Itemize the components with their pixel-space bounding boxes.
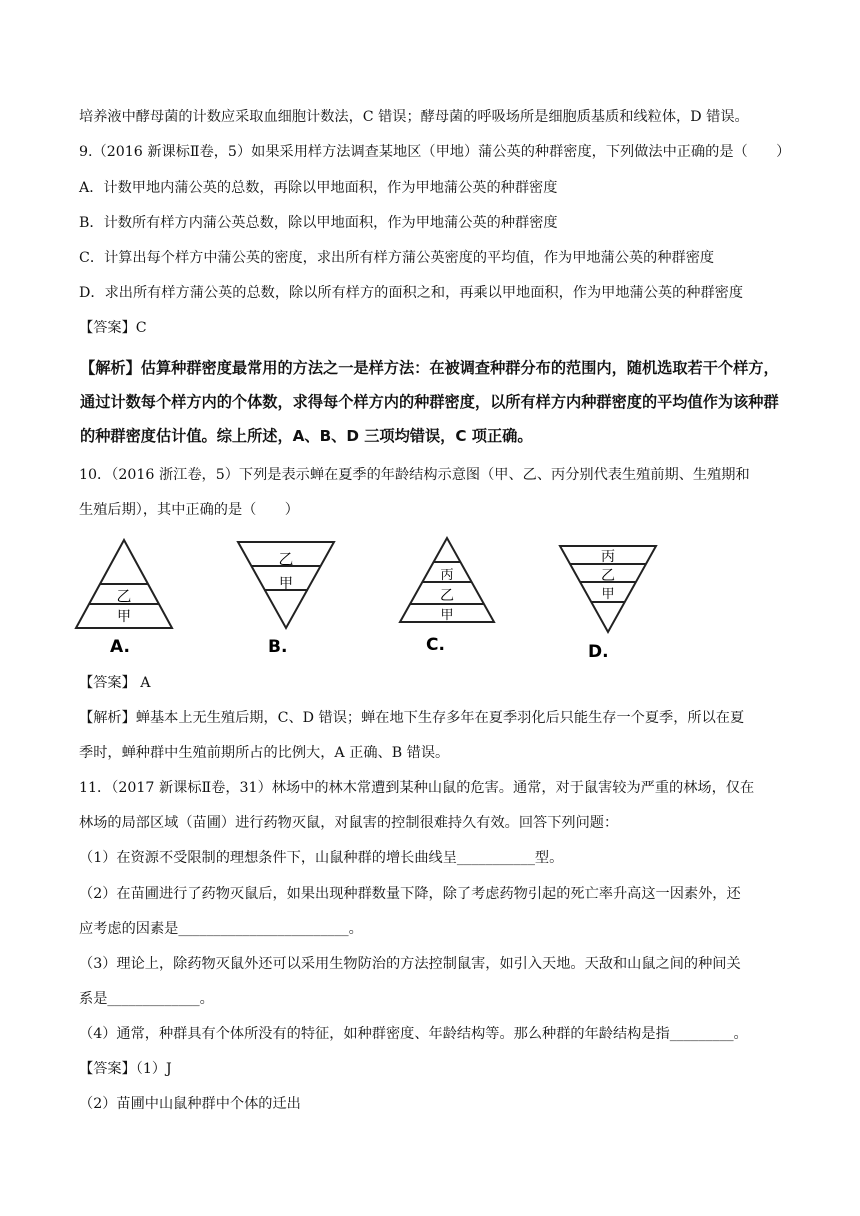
question-9-analysis-1: 【解析】估算种群密度最常用的方法之一是样方法：在被调查种群分布的范围内，随机选取若干个样方， <box>80 359 779 377</box>
question-9-answer: 【答案】C <box>79 320 147 336</box>
diagram-b-label-yi: 乙 <box>278 550 294 568</box>
diagram-b-label-jia: 甲 <box>279 576 293 592</box>
diagram-a-label-yi: 乙 <box>116 587 132 605</box>
question-9-analysis-2: 通过计数每个样方内的个体数，求得每个样方内的种群密度，以所有样方内种群密度的平均值作为该种群 <box>80 393 779 411</box>
question-9-stem: 9.（2016 新课标Ⅱ卷，5）如果采用样方法调查某地区（甲地）蒲公英的种群密度，下列做法中正确的是（ ） <box>79 144 791 160</box>
diagram-d-label-jia: 甲 <box>601 587 615 602</box>
question-10-analysis-1: 【解析】蝉基本上无生殖后期，C、D 错误；蝉在地下生存多年在夏季羽化后只能生存一个夏季，所以在夏 <box>79 710 745 726</box>
diagram-b-option: B. <box>268 637 288 657</box>
question-10-answer: 【答案】 A <box>79 675 151 691</box>
question-10-stem-2: 生殖后期），其中正确的是（ ） <box>79 502 299 518</box>
diagram-c-label-yi: 乙 <box>440 588 454 604</box>
question-11-stem-2: 林场的局部区域（苗圃）进行药物灭鼠，对鼠害的控制很难持久有效。回答下列问题： <box>79 815 619 831</box>
diagram-c-option: C. <box>426 635 445 655</box>
question-11-part-2b: 应考虑的因素是________________________。 <box>79 921 363 937</box>
question-9-option-b: B．计数所有样方内蒲公英总数，除以甲地面积，作为甲地蒲公英的种群密度 <box>79 215 558 231</box>
line-1: 培养液中酵母菌的计数应采取血细胞计数法，C 错误；酵母菌的呼吸场所是细胞质基质和线粒体，D 错误。 <box>79 109 749 125</box>
question-11-part-4: （4）通常，种群具有个体所没有的特征，如种群密度、年龄结构等。那么种群的年龄结构是指_________。 <box>79 1026 748 1042</box>
question-11-part-3a: （3）理论上，除药物灭鼠外还可以采用生物防治的方法控制鼠害，如引入天地。天敌和山鼠之间的种间关 <box>79 956 741 972</box>
diagram-d-label-bing: 丙 <box>601 549 615 565</box>
diagram-c-label-bing: 丙 <box>440 568 454 583</box>
diagram-d-option: D. <box>588 642 609 662</box>
diagram-c-label-jia: 甲 <box>440 608 454 623</box>
question-9-option-a: A．计数甲地内蒲公英的总数，再除以甲地面积，作为甲地蒲公英的种群密度 <box>79 180 558 196</box>
diagram-a-option: A. <box>110 637 130 657</box>
question-9-analysis-3: 的种群密度估计值。综上所述，A、B、D 三项均错误，C 项正确。 <box>80 427 533 445</box>
question-9-option-c: C．计算出每个样方中蒲公英的密度，求出所有样方蒲公英密度的平均值，作为甲地蒲公英的种群密度 <box>79 250 715 266</box>
question-11-part-3b: 系是_____________。 <box>79 991 214 1007</box>
question-11-answer-1: 【答案】（1）J <box>79 1061 172 1077</box>
diagram-d-label-yi: 乙 <box>601 568 615 584</box>
age-structure-figure <box>74 534 794 664</box>
question-10-stem-1: 10．（2016 浙江卷，5）下列是表示蝉在夏季的年龄结构示意图（甲、乙、丙分别代表生殖前期、生殖期和 <box>79 467 750 483</box>
question-10-analysis-2: 季时，蝉种群中生殖前期所占的比例大，A 正确、B 错误。 <box>79 745 450 761</box>
question-11-stem-1: 11．（2017 新课标Ⅱ卷，31）林场中的林木常遭到某种山鼠的危害。通常，对于鼠害较为严重的林场，仅在 <box>79 780 755 796</box>
question-9-option-d: D．求出所有样方蒲公英的总数，除以所有样方的面积之和，再乘以甲地面积，作为甲地蒲公英的种群密度 <box>79 285 744 301</box>
question-11-part-1: （1）在资源不受限制的理想条件下，山鼠种群的增长曲线呈___________型。 <box>79 850 564 866</box>
diagram-a-label-jia: 甲 <box>117 609 131 625</box>
question-11-answer-2: （2）苗圃中山鼠种群中个体的迁出 <box>79 1096 301 1112</box>
question-11-part-2a: （2）在苗圃进行了药物灭鼠后，如果出现种群数量下降，除了考虑药物引起的死亡率升高这一因素外，还 <box>79 886 741 902</box>
